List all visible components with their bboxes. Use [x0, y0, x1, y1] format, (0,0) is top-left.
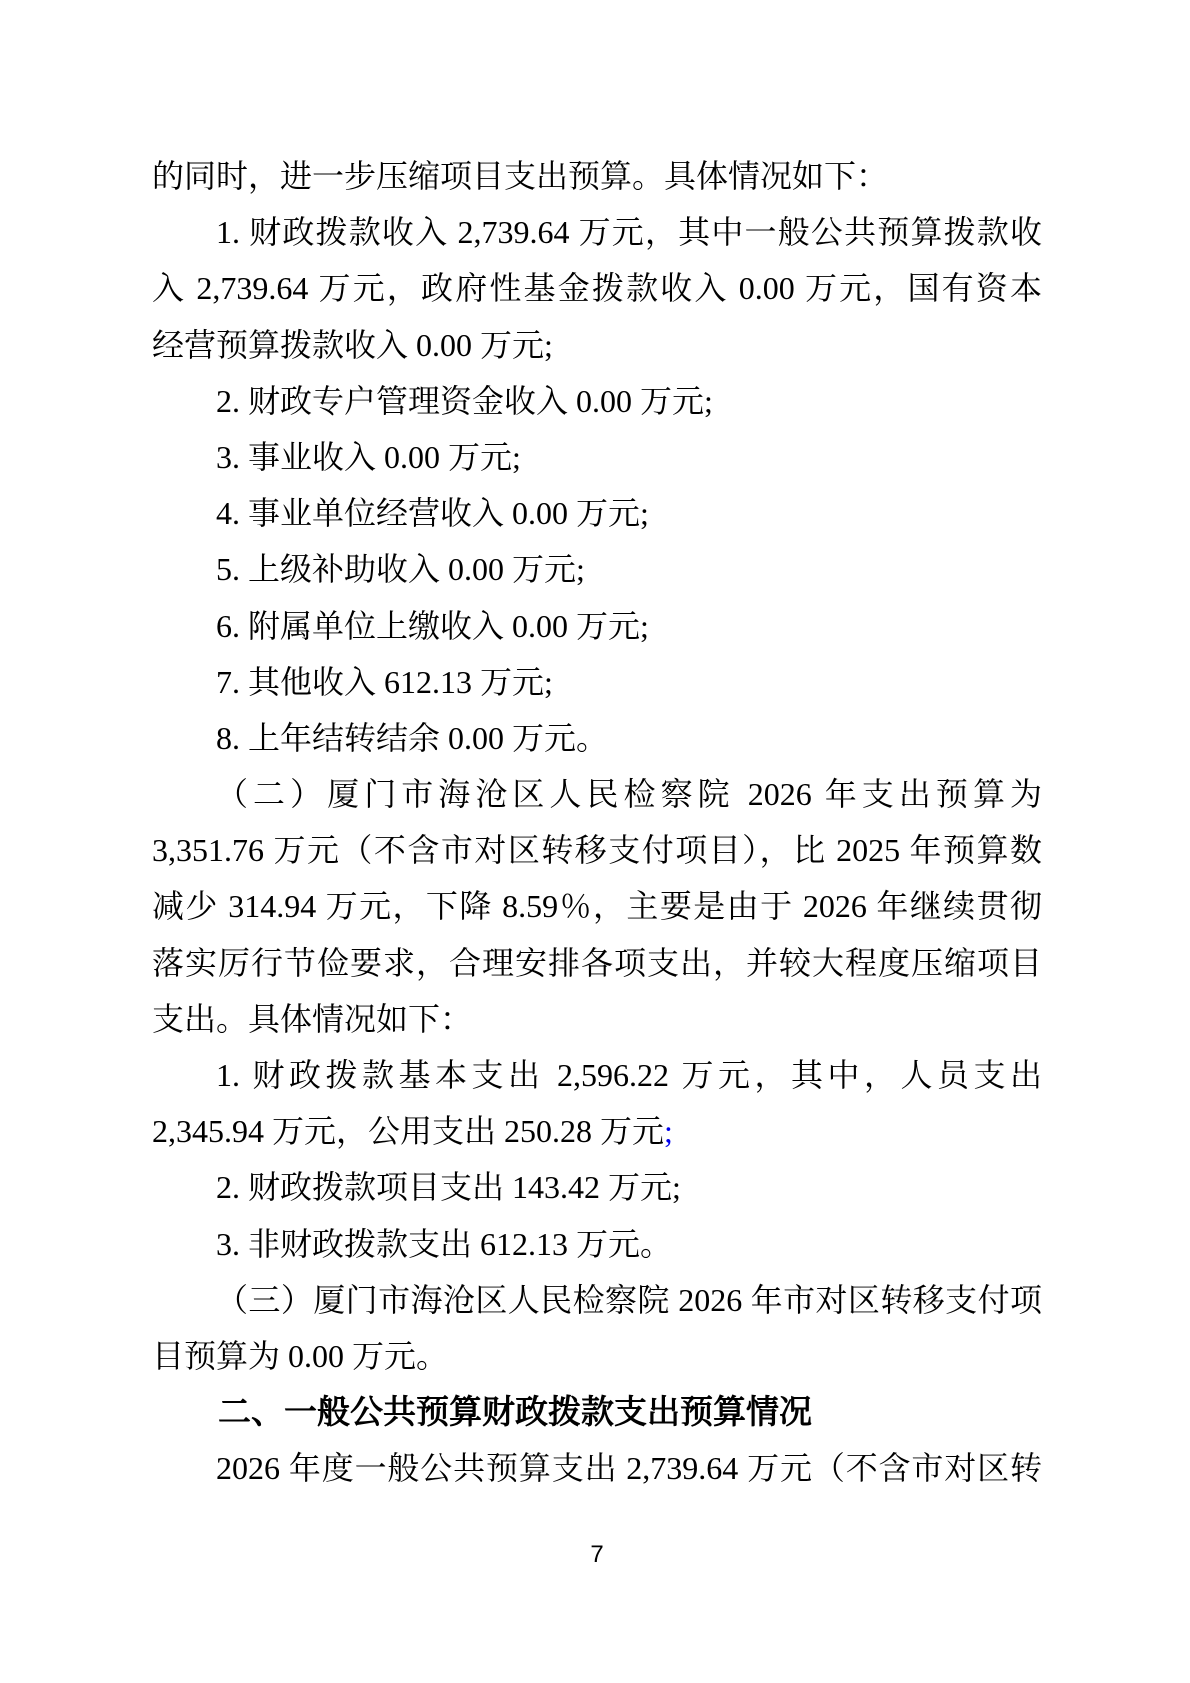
line-text: 入 2,739.64 万元，政府性基金拨款收入 0.00 万元，国有资本 — [152, 270, 1042, 307]
text-line — [152, 710, 1042, 766]
line-text: （三）厦门市海沧区人民检察院 2026 年市对区转移支付项 — [216, 1281, 1042, 1318]
text-line — [152, 373, 1042, 429]
line-text: 5. 上级补助收入 0.00 万元; — [216, 551, 585, 588]
text-line — [152, 1440, 1042, 1496]
text-line — [152, 1103, 1042, 1159]
text-line — [152, 935, 1042, 991]
line-suffix-blue: ; — [664, 1113, 673, 1150]
text-line — [152, 148, 1042, 204]
line-text: 减少 314.94 万元，下降 8.59％，主要是由于 2026 年继续贯彻 — [152, 888, 1042, 925]
text-line — [152, 429, 1042, 485]
text-line — [152, 1328, 1042, 1384]
line-text: 目预算为 0.00 万元。 — [152, 1337, 449, 1374]
line-text: 6. 附属单位上缴收入 0.00 万元; — [216, 607, 649, 644]
line-text: （二）厦门市海沧区人民检察院 2026 年支出预算为 — [216, 776, 1042, 813]
section-heading — [152, 1384, 1042, 1440]
text-line — [152, 260, 1042, 316]
line-text: 3. 事业收入 0.00 万元; — [216, 438, 521, 475]
line-text: 2,345.94 万元，公用支出 250.28 万元 — [152, 1113, 665, 1150]
text-line — [152, 317, 1042, 373]
text-line — [152, 598, 1042, 654]
line-text: 8. 上年结转结余 0.00 万元。 — [216, 719, 609, 756]
text-line — [152, 822, 1042, 878]
text-line — [152, 1216, 1042, 1272]
text-line — [152, 1272, 1042, 1328]
text-line — [152, 1047, 1042, 1103]
line-text: 3. 非财政拨款支出 612.13 万元。 — [216, 1225, 673, 1262]
line-text: 1. 财政拨款基本支出 2,596.22 万元，其中，人员支出 — [216, 1057, 1042, 1093]
document-body — [152, 148, 1042, 1497]
text-line — [152, 766, 1042, 822]
text-line — [152, 654, 1042, 710]
line-text: 3,351.76 万元（不含市对区转移支付项目），比 2025 年预算数 — [152, 832, 1042, 869]
text-line — [152, 485, 1042, 541]
line-text: 7. 其他收入 612.13 万元; — [216, 663, 553, 700]
text-line — [152, 204, 1042, 260]
line-text: 1. 财政拨款收入 2,739.64 万元，其中一般公共预算拨款收 — [216, 214, 1042, 251]
page-number: 7 — [590, 1540, 604, 1568]
line-text: 2. 财政拨款项目支出 143.42 万元; — [216, 1169, 681, 1206]
text-line — [152, 991, 1042, 1047]
text-line — [152, 1159, 1042, 1215]
line-text: 二、一般公共预算财政拨款支出预算情况 — [218, 1393, 812, 1431]
text-line — [152, 878, 1042, 934]
line-text: 的同时，进一步压缩项目支出预算。具体情况如下： — [152, 158, 889, 194]
line-text: 4. 事业单位经营收入 0.00 万元; — [216, 495, 649, 532]
line-text: 经营预算拨款收入 0.00 万元; — [152, 326, 553, 363]
line-text: 2026 年度一般公共预算支出 2,739.64 万元（不含市对区转 — [216, 1450, 1042, 1487]
line-text: 支出。具体情况如下： — [152, 1000, 473, 1037]
line-text: 2. 财政专户管理资金收入 0.00 万元; — [216, 382, 713, 419]
line-text: 落实厉行节俭要求，合理安排各项支出，并较大程度压缩项目 — [152, 944, 1042, 981]
text-line — [152, 541, 1042, 597]
